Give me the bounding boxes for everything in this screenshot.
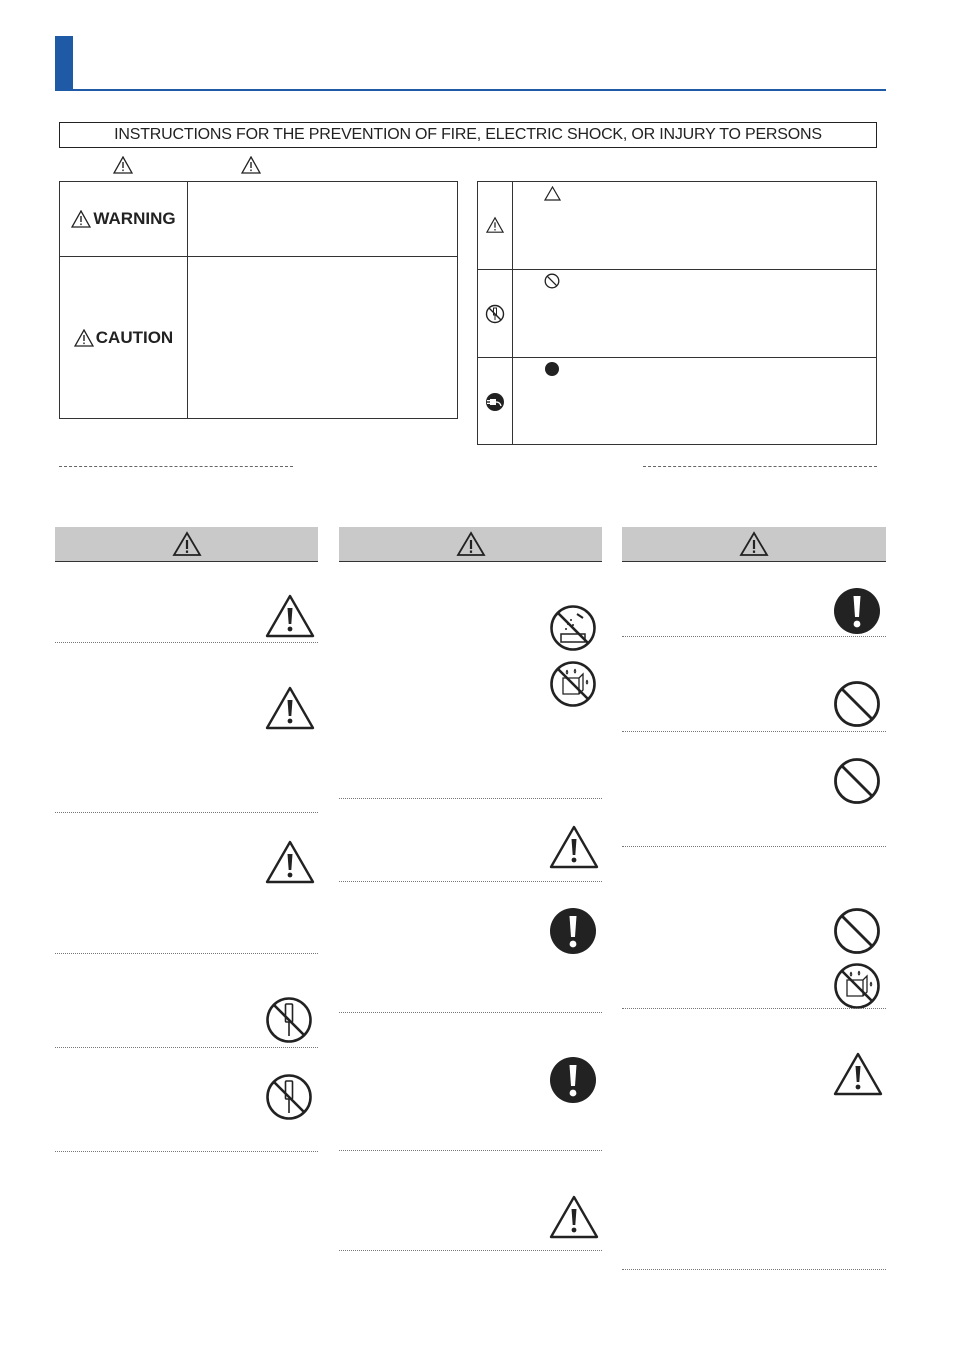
prohibited-circle-icon [544,273,560,289]
prohibited-water-spray-icon [549,604,597,652]
warning-label-cell [60,182,187,256]
filled-circle-icon [544,361,560,377]
item-separator [339,881,602,882]
column-1-header [55,527,318,562]
prohibited-liquid-icon [549,660,597,708]
warning-triangle-icon [549,825,599,869]
prohibited-disassemble-icon [265,996,313,1044]
warning-triangle-icon [739,531,769,557]
prohibited-disassemble-icon [265,1073,313,1121]
triangle-outline-icon [544,186,561,201]
mandatory-action-icon [549,907,597,955]
warning-triangle-icon [833,1052,883,1096]
prohibited-circle-icon [833,907,881,955]
warning-triangle-icon [456,531,486,557]
warning-triangle-icon [172,531,202,557]
legend-table-right [477,181,877,445]
item-separator [622,846,886,847]
warning-triangle-icon [74,329,94,347]
dashed-separator [643,466,877,467]
column-2-header [339,527,602,562]
mandatory-action-icon [833,587,881,635]
dashed-separator [59,466,293,467]
item-separator [55,953,318,954]
section-title-tab [55,36,73,90]
warning-triangle-icon [265,686,315,730]
warning-triangle-icon [71,210,91,228]
item-separator [622,731,886,732]
item-separator [55,642,318,643]
legend-table-left [59,181,458,419]
prohibited-liquid-icon [833,962,881,1010]
item-separator [55,1047,318,1048]
item-separator [622,636,886,637]
mandatory-action-icon [549,1056,597,1104]
section-title-rule [55,89,886,91]
item-separator [622,1269,886,1270]
item-separator [55,1151,318,1152]
item-separator [622,1008,886,1009]
warning-triangle-icon [486,216,504,234]
prohibited-disassemble-icon [485,304,505,324]
prohibited-circle-icon [833,680,881,728]
unplug-icon [485,392,505,412]
warning-label: WARNING [93,209,176,228]
item-separator [339,1150,602,1151]
warning-triangle-icon [265,594,315,638]
item-separator [339,1012,602,1013]
warning-triangle-icon [113,156,133,174]
caution-label: CAUTION [95,327,174,347]
warning-triangle-icon [265,840,315,884]
prohibited-circle-icon [833,757,881,805]
item-separator [339,1250,602,1251]
item-separator [339,798,602,799]
item-separator [55,812,318,813]
caution-label-cell [60,257,187,418]
warning-triangle-icon [241,156,261,174]
instructions-banner: INSTRUCTIONS FOR THE PREVENTION OF FIRE, ELECTRIC SHOCK, OR INJURY TO PERSONS [59,122,877,148]
column-3-header [622,527,886,562]
warning-triangle-icon [549,1195,599,1239]
